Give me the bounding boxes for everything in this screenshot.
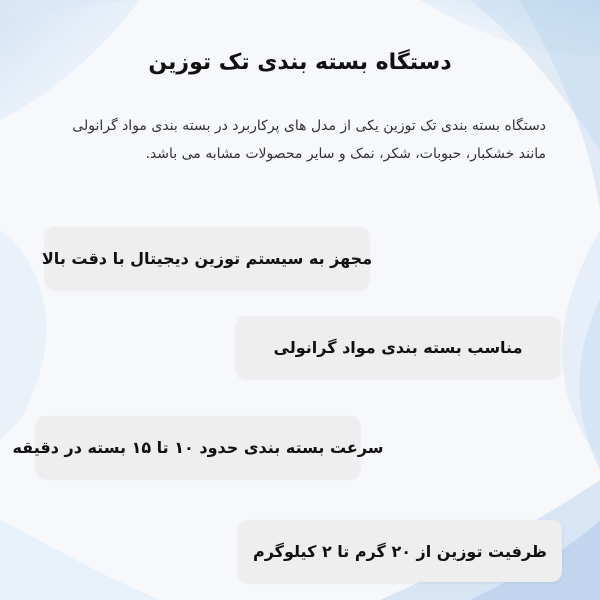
description: دستگاه بسته بندی تک توزین یکی از مدل های پرکاربرد در بسته بندی مواد گرانولی مانند خشکبار، حبوبات، شکر، نمک و سایر محصولات مشابه می باشد.	[72, 118, 546, 162]
page-title: دستگاه بسته بندی تک توزین	[148, 50, 452, 75]
feature-card-1	[41, 227, 373, 289]
feature-label: مجهز به سیستم توزین دیجیتال با دقت بالا	[41, 248, 373, 268]
feature-card-2	[236, 316, 560, 378]
feature-label: سرعت بسته بندی حدود ۱۰ تا ۱۵ بسته در دقیقه	[12, 437, 384, 457]
feature-label: مناسب بسته بندی مواد گرانولی	[273, 337, 523, 357]
feature-label: ظرفیت توزین از ۲۰ گرم تا ۲ کیلوگرم	[253, 541, 547, 561]
feature-card-3	[12, 416, 384, 478]
feature-card-4	[238, 520, 562, 582]
